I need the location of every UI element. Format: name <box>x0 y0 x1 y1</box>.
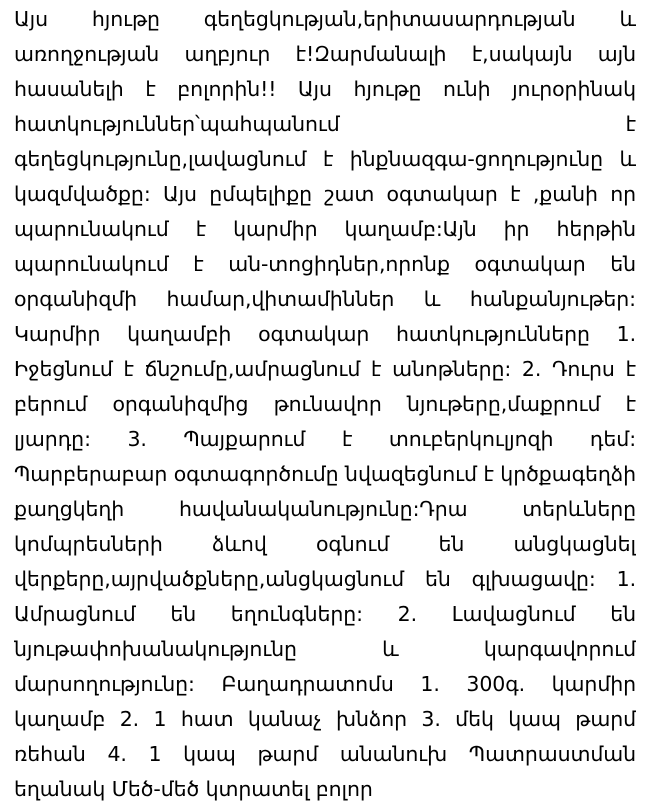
body-paragraph: Այս հյութը գեղեցկության,երիտասարդության և առողջության աղբյուր է!Զարմանալի է,սակայն այն հասանելի է բոլորին!! Այս հյութը ունի յուրօրինակ հատկություններ՝պահպանում է գեղեցկությունը,լավացնում է ինքնազգա-ցողությունը և կազմվածքը: Այս ըմպելիքը շատ օգտակար է ,քանի որ պարունակում է կարմիր կաղամբ:Այն իր հերթին պարունակում է ան-տոցիդներ,որոնք օգտակար են օրգանիզմի համար,վիտամիններ և հանքանյութեր: Կարմիր կաղամբի օգտակար հատկությունները 1. Իջեցնում է ճնշումը,ամրացնում է անոթները: 2. Դուրս է բերում օրգանիզմից թունավոր նյութերը,մաքրում է լյարդը: 3. Պայքարում է տուբերկուլյոզի դեմ: Պարբերաբար օգտագործումը նվազեցնում է կրծքագեղձի քաղցկեղի հավանականությունը:Դրա տերևները կոմպրեսների ձևով օգնում են անցկացնել վերքերը,այրվածքները,անցկացնում են գլխացավը: 1. Ամրացնում են եղունգները: 2. Լավացնում են նյութափոխանակությունը և կարգավորում մարսողությունը: Բաղադրատոմս 1. 300գ. կարմիր կաղամբ 2. 1 հատ կանաչ խնձոր 3. մեկ կապ թարմ ռեհան 4. 1 կապ թարմ անանուխ Պատրաստման եղանակ Մեծ-մեծ կտրատել բոլոր <box>14 7 636 801</box>
document-page <box>14 0 636 810</box>
